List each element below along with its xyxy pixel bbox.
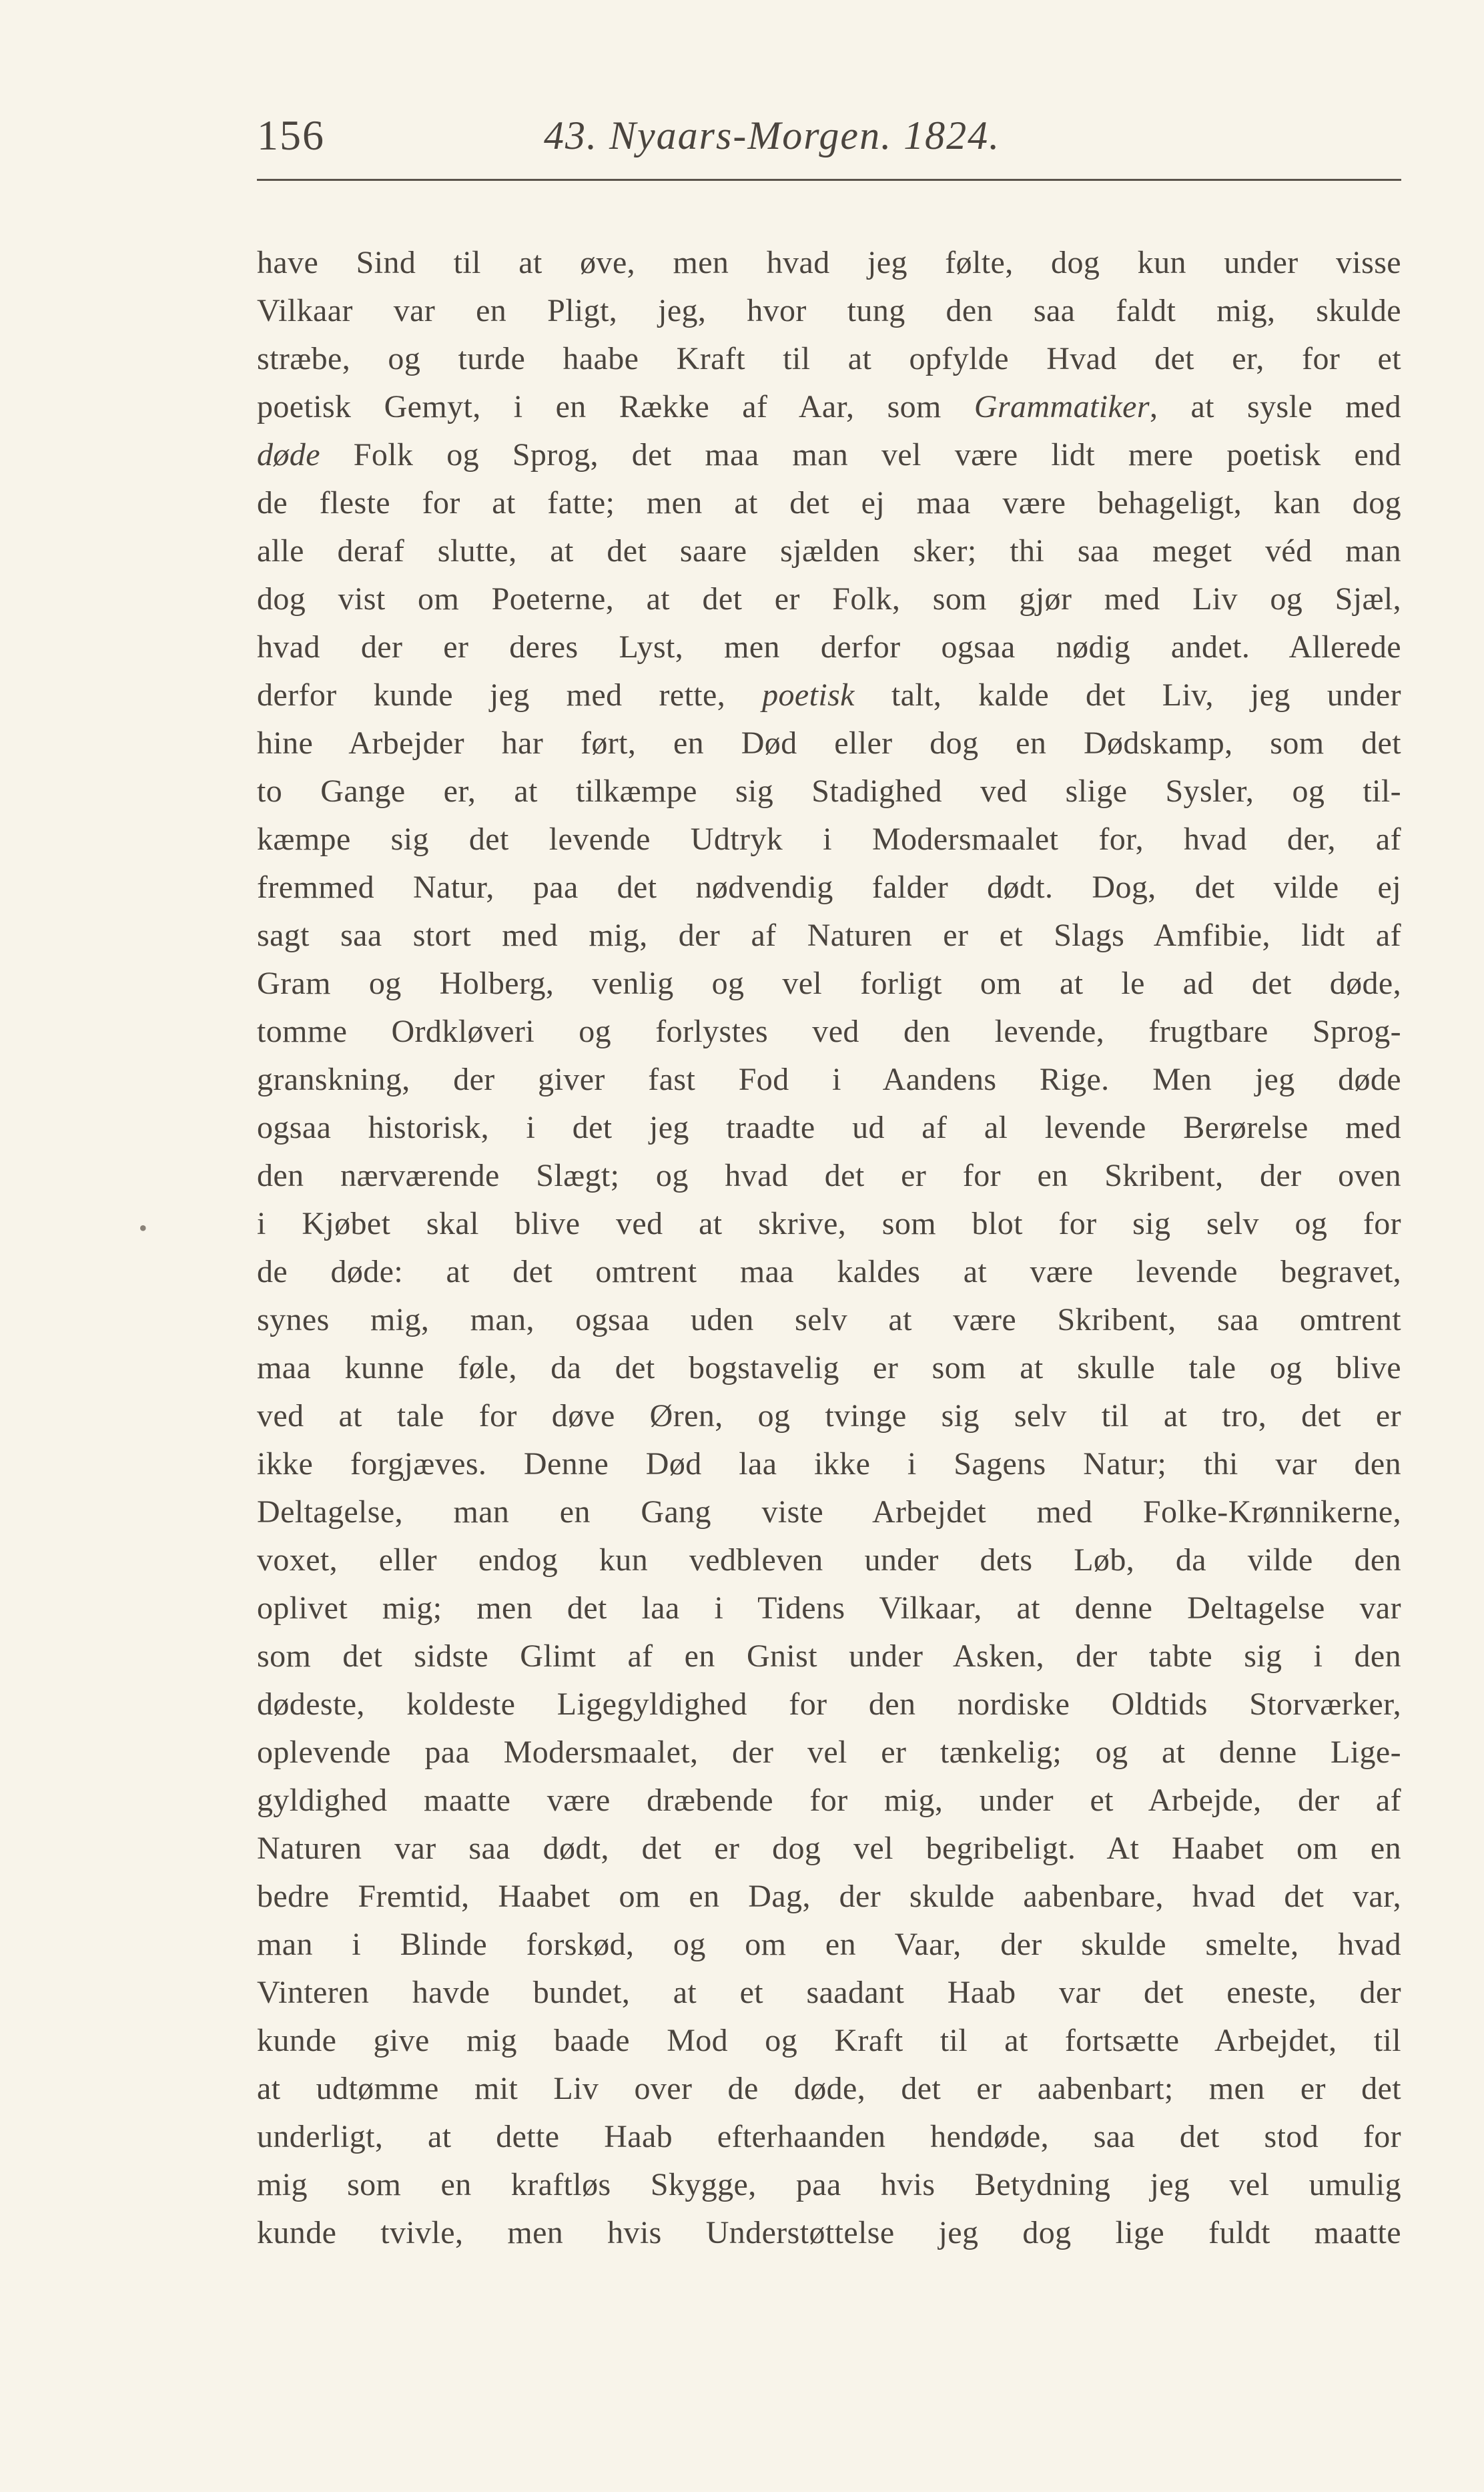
text-span: to Gange er, at tilkæmpe sig Stadighed ved slige Sysler, og til- bbox=[257, 773, 1401, 809]
text-span: fremmed Natur, paa det nødvendig falder dødt. Dog, det vilde ej bbox=[257, 870, 1401, 905]
margin-mark: • bbox=[139, 1215, 147, 1241]
text-span: den nærværende Slægt; og hvad det er for en Skribent, der oven bbox=[257, 1158, 1401, 1193]
text-line bbox=[257, 767, 1401, 816]
text-line bbox=[257, 1008, 1401, 1056]
text-span: bedre Fremtid, Haabet om en Dag, der skulde aabenbare, hvad det var, bbox=[257, 1879, 1401, 1914]
text-span: Folk og Sprog, det maa man vel være lidt mere poetisk end bbox=[320, 437, 1401, 473]
text-span: granskning, der giver fast Fod i Aandens Rige. Men jeg døde bbox=[257, 1062, 1401, 1097]
emphasis-span: poetisk bbox=[762, 677, 855, 713]
text-line bbox=[257, 2209, 1401, 2257]
text-line bbox=[257, 287, 1401, 335]
text-span: tomme Ordkløveri og forlystes ved den levende, frugtbare Sprog- bbox=[257, 1014, 1401, 1049]
text-line bbox=[257, 816, 1401, 864]
text-span: synes mig, man, ogsaa uden selv at være Skribent, saa omtrent bbox=[257, 1302, 1401, 1337]
text-span: ogsaa historisk, i det jeg traadte ud af al levende Berørelse med bbox=[257, 1110, 1401, 1145]
text-span: oplivet mig; men det laa i Tidens Vilkaar, at denne Deltagelse var bbox=[257, 1590, 1401, 1626]
page-number: 156 bbox=[257, 111, 325, 159]
text-span: dødeste, koldeste Ligegyldighed for den nordiske Oldtids Storværker, bbox=[257, 1686, 1401, 1722]
text-line bbox=[257, 1969, 1401, 2017]
header-rule bbox=[257, 179, 1401, 181]
text-line bbox=[257, 1056, 1401, 1104]
text-line bbox=[257, 1200, 1401, 1248]
text-line bbox=[257, 719, 1401, 767]
text-span: oplevende paa Modersmaalet, der vel er tænkelig; og at denne Lige- bbox=[257, 1735, 1401, 1770]
text-span: kæmpe sig det levende Udtryk i Modersmaalet for, hvad der, af bbox=[257, 822, 1401, 857]
text-span: maa kunne føle, da det bogstavelig er som at skulle tale og blive bbox=[257, 1350, 1401, 1385]
text-line bbox=[257, 1632, 1401, 1680]
text-span: talt, kalde det Liv, jeg under bbox=[854, 677, 1401, 713]
emphasis-span: døde bbox=[257, 437, 320, 473]
text-span: , at sysle med bbox=[1149, 389, 1401, 424]
text-line bbox=[257, 1296, 1401, 1344]
text-line bbox=[257, 1440, 1401, 1488]
text-line bbox=[257, 623, 1401, 671]
text-span: voxet, eller endog kun vedbleven under dets Løb, da vilde den bbox=[257, 1542, 1401, 1578]
text-line bbox=[257, 575, 1401, 623]
text-span: kunde tvivle, men hvis Understøttelse jeg dog lige fuldt maatte bbox=[257, 2215, 1401, 2250]
text-span: de fleste for at fatte; men at det ej maa være behageligt, kan dog bbox=[257, 485, 1401, 521]
text-line bbox=[257, 1921, 1401, 1969]
text-line bbox=[257, 1392, 1401, 1440]
text-span: i Kjøbet skal blive ved at skrive, som blot for sig selv og for bbox=[257, 1206, 1401, 1241]
text-span: Naturen var saa dødt, det er dog vel begribeligt. At Haabet om en bbox=[257, 1831, 1401, 1866]
text-span: alle deraf slutte, at det saare sjælden sker; thi saa meget véd man bbox=[257, 533, 1401, 569]
text-line bbox=[257, 527, 1401, 575]
text-line bbox=[257, 1825, 1401, 1873]
text-line bbox=[257, 2161, 1401, 2209]
text-span: Vinteren havde bundet, at et saadant Haab var det eneste, der bbox=[257, 1975, 1401, 2010]
text-span: ved at tale for døve Øren, og tvinge sig selv til at tro, det er bbox=[257, 1398, 1401, 1434]
text-span: man i Blinde forskød, og om en Vaar, der skulde smelte, hvad bbox=[257, 1927, 1401, 1962]
text-span: mig som en kraftløs Skygge, paa hvis Betydning jeg vel umulig bbox=[257, 2167, 1401, 2202]
text-span: poetisk Gemyt, i en Række af Aar, som bbox=[257, 389, 974, 424]
running-head bbox=[257, 93, 1401, 167]
text-line bbox=[257, 1488, 1401, 1536]
text-span: kunde give mig baade Mod og Kraft til at fortsætte Arbejdet, til bbox=[257, 2023, 1401, 2058]
text-span: underligt, at dette Haab efterhaanden hendøde, saa det stod for bbox=[257, 2119, 1401, 2154]
text-line bbox=[257, 1873, 1401, 1921]
text-span: have Sind til at øve, men hvad jeg følte, dog kun under visse bbox=[257, 245, 1401, 280]
text-line bbox=[257, 239, 1401, 287]
text-span: at udtømme mit Liv over de døde, det er aabenbart; men er det bbox=[257, 2071, 1401, 2106]
text-line bbox=[257, 1152, 1401, 1200]
text-line bbox=[257, 479, 1401, 527]
text-line bbox=[257, 1680, 1401, 1729]
text-line bbox=[257, 2017, 1401, 2065]
text-line bbox=[257, 2113, 1401, 2161]
text-span: Deltagelse, man en Gang viste Arbejdet med Folke-Krønnikerne, bbox=[257, 1494, 1401, 1530]
text-line bbox=[257, 1584, 1401, 1632]
text-line bbox=[257, 912, 1401, 960]
text-line bbox=[257, 671, 1401, 719]
text-span: hvad der er deres Lyst, men derfor ogsaa nødig andet. Allerede bbox=[257, 629, 1401, 665]
text-span: sagt saa stort med mig, der af Naturen er et Slags Amfibie, lidt af bbox=[257, 918, 1401, 953]
text-line bbox=[257, 960, 1401, 1008]
text-line bbox=[257, 1536, 1401, 1584]
emphasis-span: Grammatiker bbox=[974, 389, 1150, 424]
text-line bbox=[257, 864, 1401, 912]
text-span: ikke forgjæves. Denne Død laa ikke i Sagens Natur; thi var den bbox=[257, 1446, 1401, 1482]
text-span: Vilkaar var en Pligt, jeg, hvor tung den saa faldt mig, skulde bbox=[257, 293, 1401, 328]
text-span: de døde: at det omtrent maa kaldes at være levende begravet, bbox=[257, 1254, 1401, 1289]
text-span: derfor kunde jeg med rette, bbox=[257, 677, 763, 713]
text-line bbox=[257, 1104, 1401, 1152]
text-line bbox=[257, 2065, 1401, 2113]
text-line bbox=[257, 1344, 1401, 1392]
text-line bbox=[257, 1248, 1401, 1296]
running-title: 43. Nyaars-Morgen. 1824. bbox=[544, 113, 1001, 158]
text-line bbox=[257, 383, 1401, 431]
text-line bbox=[257, 1729, 1401, 1777]
text-line bbox=[257, 335, 1401, 383]
text-span: som det sidste Glimt af en Gnist under Asken, der tabte sig i den bbox=[257, 1638, 1401, 1674]
text-span: stræbe, og turde haabe Kraft til at opfylde Hvad det er, for et bbox=[257, 341, 1401, 376]
body-text bbox=[257, 239, 1401, 2257]
text-line bbox=[257, 431, 1401, 479]
text-line bbox=[257, 1777, 1401, 1825]
text-span: gyldighed maatte være dræbende for mig, under et Arbejde, der af bbox=[257, 1783, 1401, 1818]
text-span: dog vist om Poeterne, at det er Folk, som gjør med Liv og Sjæl, bbox=[257, 581, 1401, 617]
text-span: Gram og Holberg, venlig og vel forligt om at le ad det døde, bbox=[257, 966, 1401, 1001]
text-span: hine Arbejder har ført, en Død eller dog en Dødskamp, som det bbox=[257, 725, 1401, 761]
